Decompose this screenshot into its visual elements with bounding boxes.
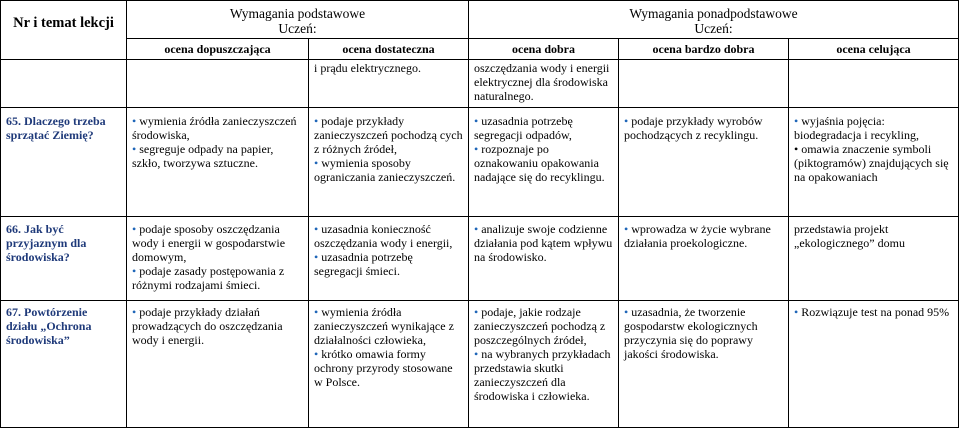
grade-header-dobra: ocena dobra xyxy=(469,39,619,60)
list-item: • podaje sposoby oszczędzania wody i energii w gospodarstwie domowym, xyxy=(132,222,286,264)
list-item: • wymienia źródła zanieczyszczeń środowiska, xyxy=(132,114,297,142)
bullet-icon: • xyxy=(314,250,319,264)
cell-celujaca: przedstawia projekt „ekologicznego” domu xyxy=(789,217,959,301)
cell-empty xyxy=(789,60,959,108)
list-item: • na wybranych przykładach przedstawia skutki zanieczyszczeń dla środowiska i człowieka. xyxy=(474,347,611,403)
list-item: • podaje zasady postępowania z różnymi rodzajami śmieci. xyxy=(132,264,285,292)
lesson-column-header: Nr i temat lekcji xyxy=(1,1,127,60)
cell-empty xyxy=(127,60,309,108)
grade-header-dopuszczajaca: ocena dopuszczająca xyxy=(127,39,309,60)
table-row-65 xyxy=(1,108,959,217)
list-item: • uzasadnia, że tworzenie gospodarstw ekologicznych przyczynia się do poprawy jakości środowiska. xyxy=(624,305,758,361)
cell-celujaca xyxy=(789,301,959,428)
lesson-title: 66. Jak być przyjaznym dla środowiska? xyxy=(1,217,127,301)
bullet-icon: • xyxy=(794,142,799,156)
bullet-icon: • xyxy=(624,222,629,236)
bullet-icon: • xyxy=(132,305,137,319)
bullet-icon: • xyxy=(314,222,319,236)
advanced-requirements-header xyxy=(469,1,959,39)
bullet-icon: • xyxy=(132,222,137,236)
cell-dobra xyxy=(469,301,619,428)
grade-header-celujaca: ocena celująca xyxy=(789,39,959,60)
list-item: • omawia znaczenie symboli (piktogramów) znajdujących się na opakowaniach xyxy=(794,142,949,184)
bullet-icon: • xyxy=(132,142,137,156)
bullet-icon: • xyxy=(314,156,319,170)
table-row-66 xyxy=(1,217,959,301)
cell-dobra xyxy=(469,108,619,217)
cell-empty xyxy=(1,60,127,108)
list-item: • wprowadza w życie wybrane działania proekologiczne. xyxy=(624,222,771,250)
table-row-continuation xyxy=(1,60,959,108)
list-item: • segreguje odpady na papier, szkło, tworzywa sztuczne. xyxy=(132,142,274,170)
bullet-icon: • xyxy=(132,264,137,278)
cell-dopuszczajaca xyxy=(127,301,309,428)
bullet-icon: • xyxy=(132,114,137,128)
list-item: • podaje przykłady działań prowadzących do oszczędzania wody i energii. xyxy=(132,305,283,347)
basic-requirements-title: Wymagania podstawowe xyxy=(229,6,366,21)
cell-dopuszczajaca xyxy=(127,108,309,217)
bullet-icon: • xyxy=(794,114,799,128)
basic-requirements-header xyxy=(127,1,469,39)
list-item: • krótko omawia formy ochrony przyrody stosowane w Polsce. xyxy=(314,347,453,389)
bullet-icon: • xyxy=(624,114,629,128)
cell-dobra xyxy=(469,217,619,301)
cell-dostateczna xyxy=(309,301,469,428)
advanced-requirements-title: Wymagania ponadpodstawowe xyxy=(629,6,798,21)
cell-dobra: oszczędzania wody i energii elektrycznej dla środowiska naturalnego. xyxy=(469,60,619,108)
list-item: • podaje przykłady wyrobów pochodzących z recyklingu. xyxy=(624,114,763,142)
list-item: • Rozwiązuje test na ponad 95% xyxy=(794,305,950,319)
bullet-icon: • xyxy=(794,305,799,319)
list-item: • uzasadnia konieczność oszczędzania wody i energii, xyxy=(314,222,453,250)
cell-dopuszczajaca xyxy=(127,217,309,301)
cell-empty xyxy=(619,60,789,108)
cell-dostateczna xyxy=(309,108,469,217)
bullet-icon: • xyxy=(314,114,319,128)
cell-celujaca xyxy=(789,108,959,217)
grade-header-dostateczna: ocena dostateczna xyxy=(309,39,469,60)
bullet-icon: • xyxy=(624,305,629,319)
table-row-67 xyxy=(1,301,959,428)
list-item: • wyjaśnia pojęcia: biodegradacja i recykling, xyxy=(794,114,919,142)
bullet-icon: • xyxy=(474,347,479,361)
bullet-icon: • xyxy=(314,347,319,361)
bullet-icon: • xyxy=(474,305,479,319)
lesson-title: 67. Powtórzenie działu „Ochrona środowiska” xyxy=(1,301,127,428)
list-item: • rozpoznaje po oznakowaniu opakowania nadające się do recyklingu. xyxy=(474,142,605,184)
lesson-title: 65. Dlaczego trzeba sprzątać Ziemię? xyxy=(1,108,127,217)
list-item: • uzasadnia potrzebę segregacji odpadów, xyxy=(474,114,573,142)
cell-bardzo-dobra xyxy=(619,217,789,301)
bullet-icon: • xyxy=(474,222,479,236)
cell-bardzo-dobra xyxy=(619,108,789,217)
list-item: • podaje przykłady zanieczyszczeń pochodzą cych z różnych źródeł, xyxy=(314,114,463,156)
list-item: • uzasadnia potrzebę segregacji śmieci. xyxy=(314,250,413,278)
bullet-icon: • xyxy=(474,114,479,128)
cell-dostateczna xyxy=(309,217,469,301)
cell-bardzo-dobra xyxy=(619,301,789,428)
header-row-main xyxy=(1,1,959,39)
list-item: • wymienia sposoby ograniczania zanieczyszczeń. xyxy=(314,156,456,184)
bullet-icon: • xyxy=(474,142,479,156)
list-item: • podaje, jakie rodzaje zanieczyszczeń pochodzą z poszczególnych źródeł, xyxy=(474,305,606,347)
basic-requirements-subtitle: Uczeń: xyxy=(278,21,317,36)
cell-dostateczna: i prądu elektrycznego. xyxy=(309,60,469,108)
header-row-grades xyxy=(1,39,959,60)
list-item: • wymienia źródła zanieczyszczeń wynikające z działalności człowieka, xyxy=(314,305,454,347)
grade-header-bardzo-dobra: ocena bardzo dobra xyxy=(619,39,789,60)
list-item: • analizuje swoje codzienne działania pod kątem wpływu na środowisko. xyxy=(474,222,613,264)
advanced-requirements-subtitle: Uczeń: xyxy=(694,21,733,36)
bullet-icon: • xyxy=(314,305,319,319)
